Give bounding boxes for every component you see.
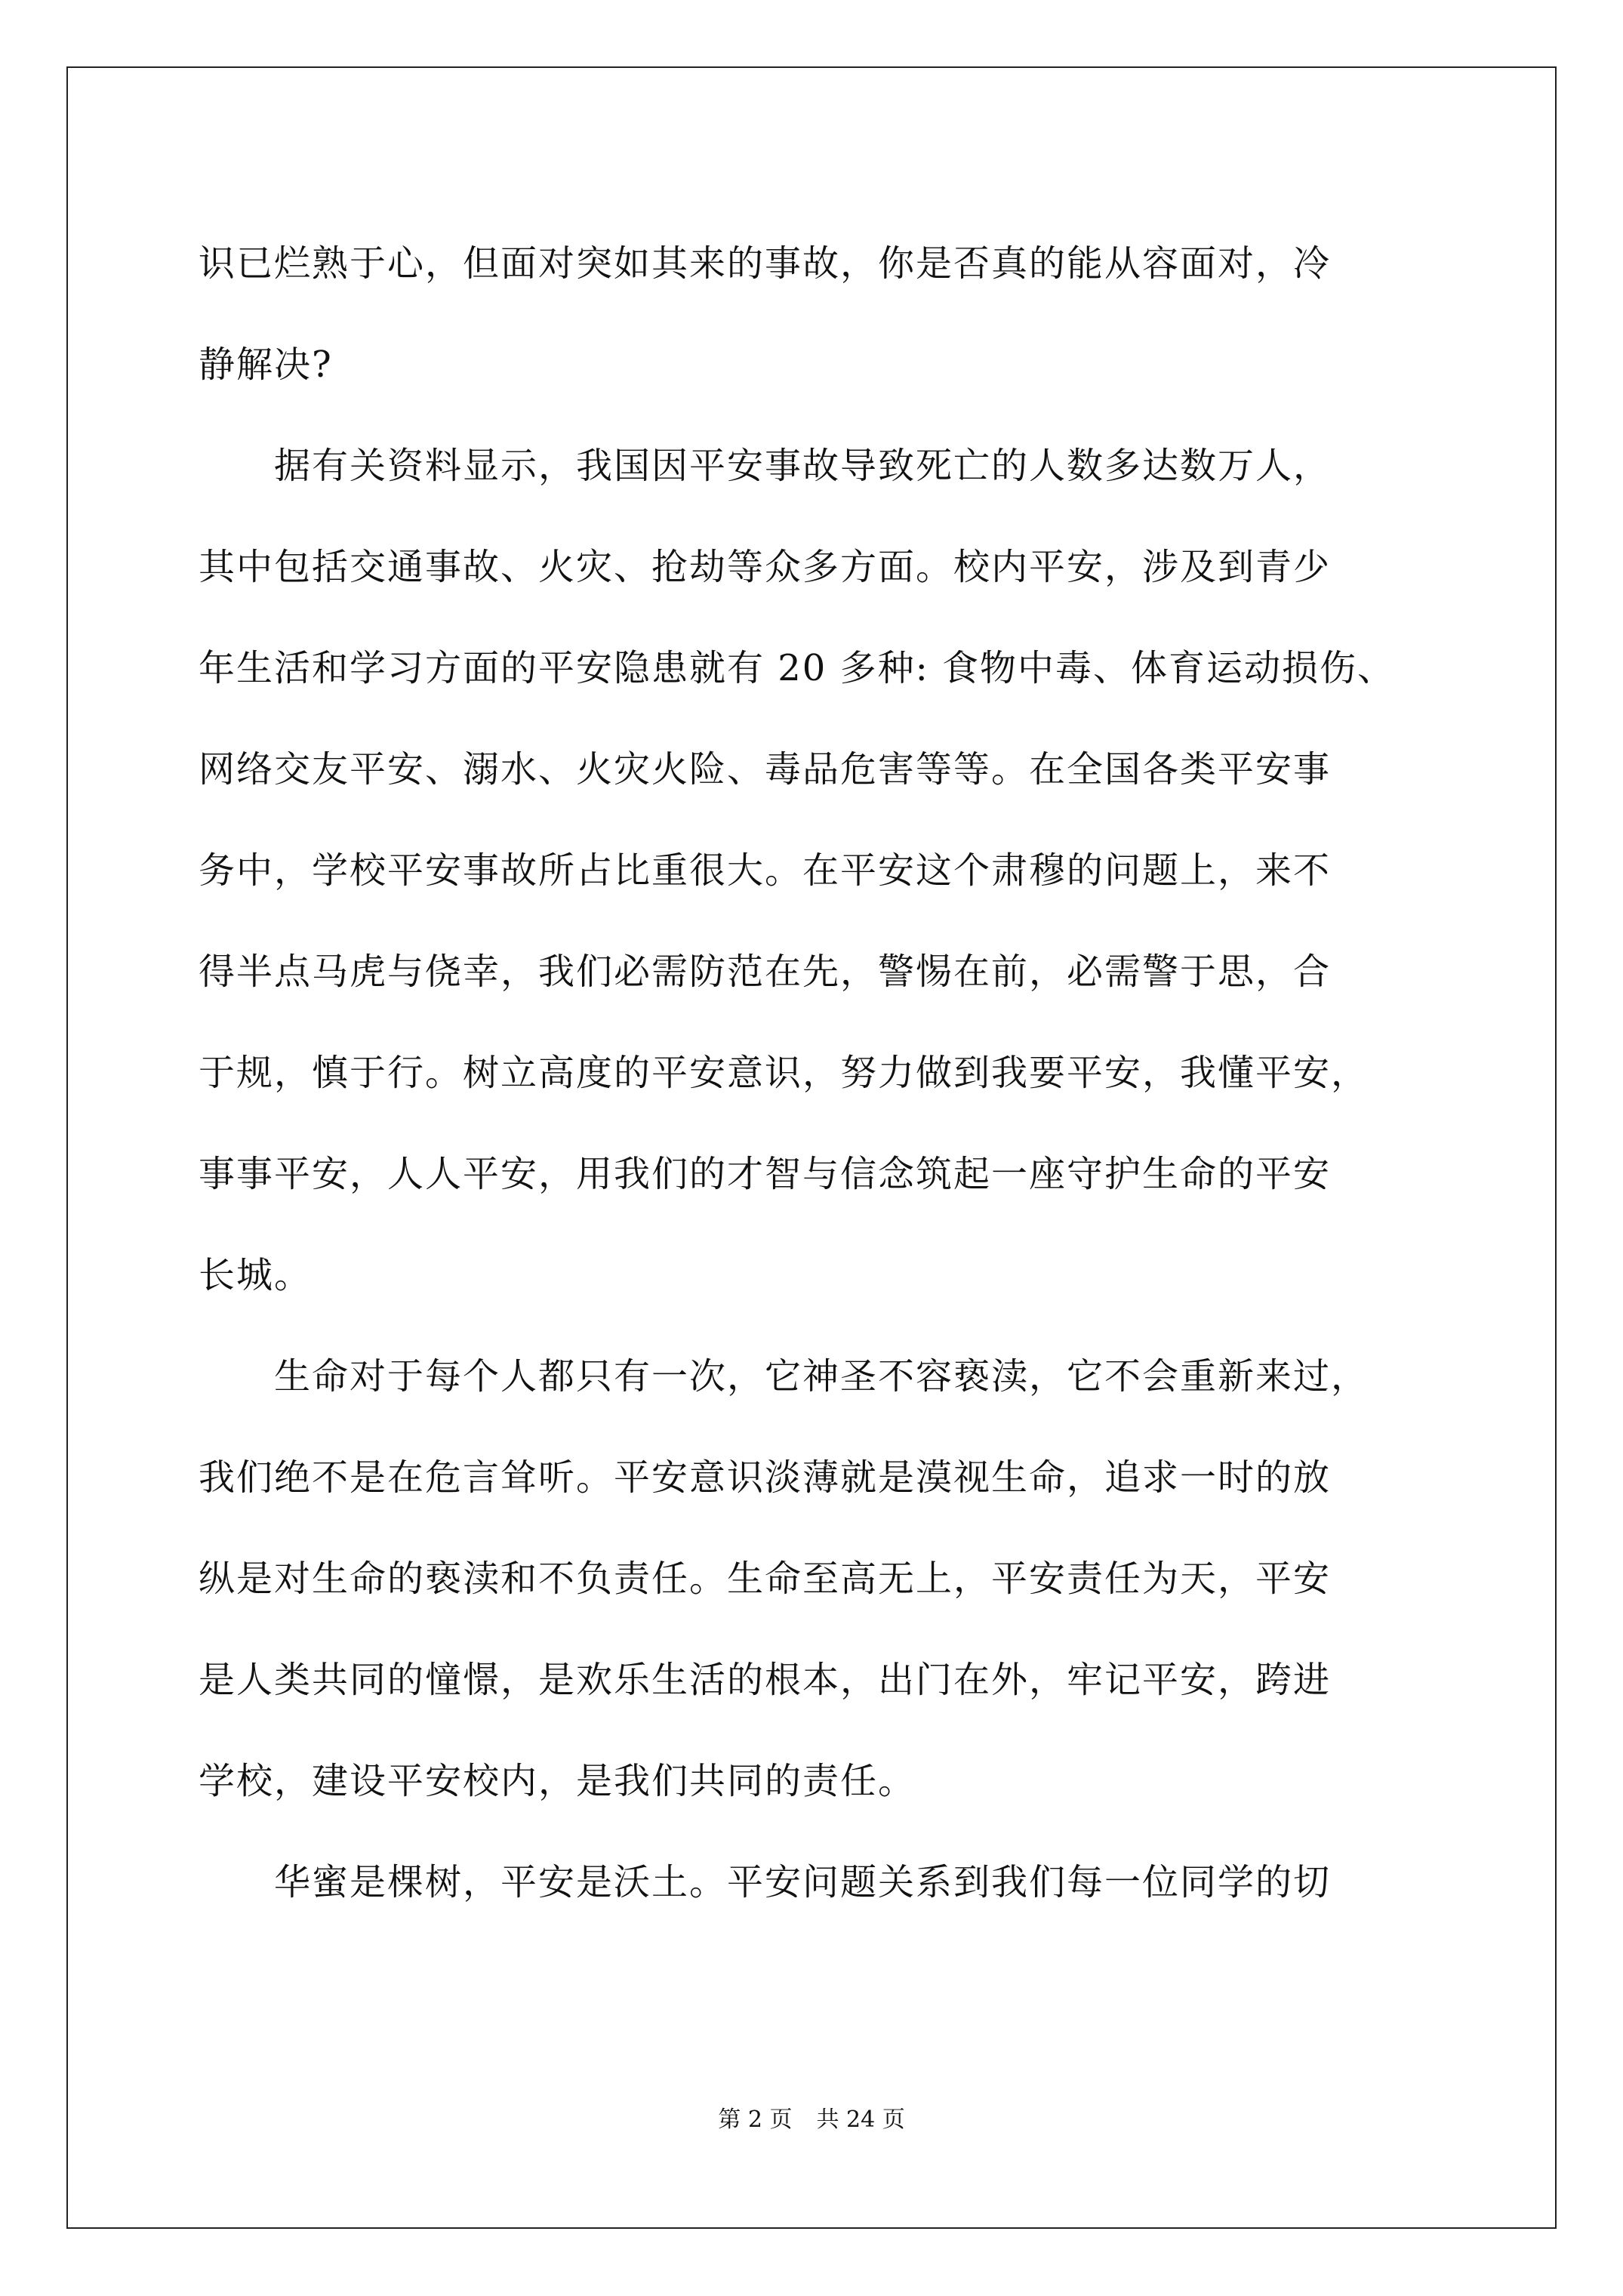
page-footer xyxy=(0,2100,1623,2134)
text-line: 学校，建设平安校内，是我们共同的责任。 xyxy=(199,1760,916,1802)
text-line: 识已烂熟于心，但面对突如其来的事故，你是否真的能从容面对，冷 xyxy=(199,242,1332,285)
page-number: 第 2 页 xyxy=(718,2106,793,2133)
text-line: 是人类共同的憧憬，是欢乐生活的根本，出门在外，牢记平安，跨进 xyxy=(199,1659,1332,1701)
text-line: 生命对于每个人都只有一次，它神圣不容亵渎，它不会重新来过， xyxy=(199,1355,1369,1398)
document-body xyxy=(199,213,1437,1933)
page-total: 共 24 页 xyxy=(816,2106,905,2133)
text-line: 务中，学校平安事故所占比重很大。在平安这个肃穆的问题上，来不 xyxy=(199,849,1332,892)
text-line: 纵是对生命的亵渎和不负责任。生命至高无上，平安责任为天，平安 xyxy=(199,1558,1332,1600)
text-line: 网络交友平安、溺水、火灾火险、毒品危害等等。在全国各类平安事 xyxy=(199,748,1332,791)
text-line: 于规，慎于行。树立高度的平安意识，努力做到我要平安，我懂平安， xyxy=(199,1052,1369,1094)
text-line: 据有关资料显示，我国因平安事故导致死亡的人数多达数万人， xyxy=(199,445,1332,487)
text-line: 年生活和学习方面的平安隐患就有 20 多种: 食物中毒、体育运动损伤、 xyxy=(199,647,1396,689)
text-line: 事事平安，人人平安，用我们的才智与信念筑起一座守护生命的平安 xyxy=(199,1153,1332,1195)
text-line: 我们绝不是在危言耸听。平安意识淡薄就是漠视生命，追求一时的放 xyxy=(199,1456,1332,1499)
text-line: 华蜜是棵树，平安是沃土。平安问题关系到我们每一位同学的切 xyxy=(199,1861,1332,1903)
text-line: 得半点马虎与侥幸，我们必需防范在先，警惕在前，必需警于思，合 xyxy=(199,951,1332,993)
text-line: 长城。 xyxy=(199,1254,313,1296)
text-line: 其中包括交通事故、火灾、抢劫等众多方面。校内平安，涉及到青少 xyxy=(199,546,1332,588)
text-line: 静解决? xyxy=(199,344,333,386)
